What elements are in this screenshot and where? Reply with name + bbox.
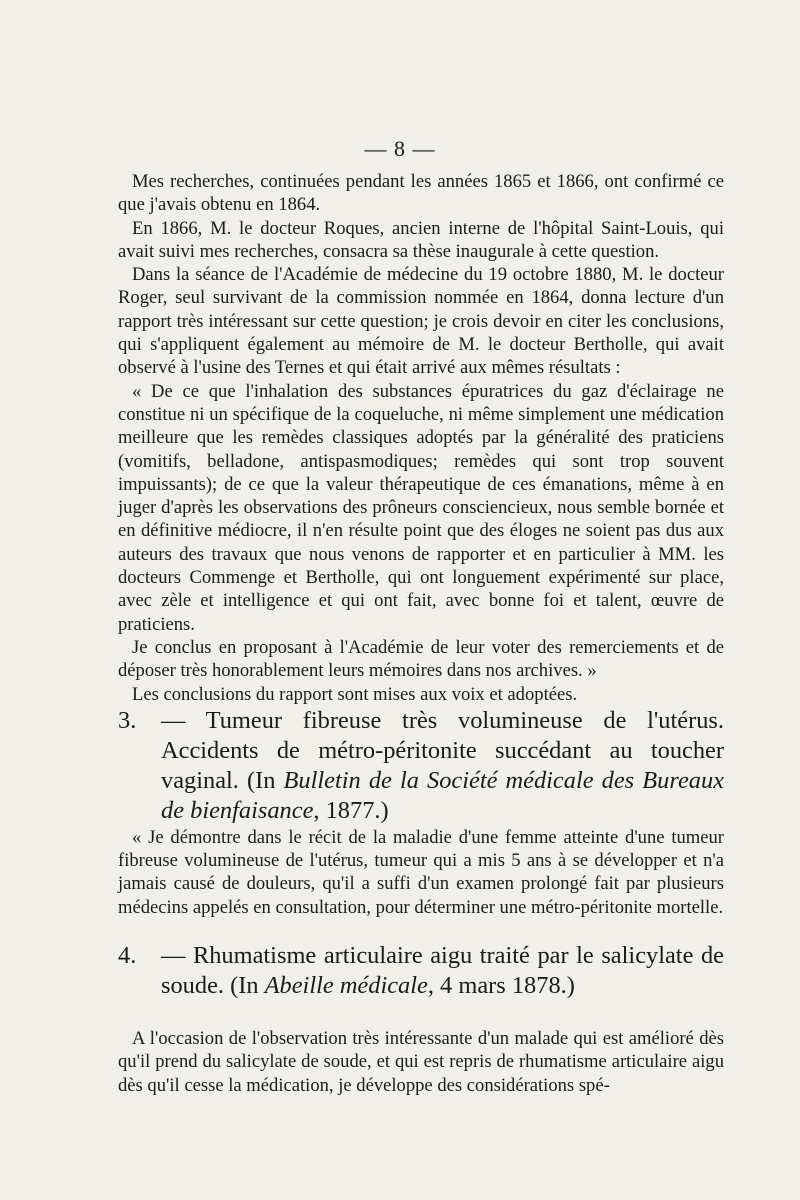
section-source: Bulletin de la Société médicale des Bureaux de bienfaisance (161, 766, 724, 824)
paragraph: Dans la séance de l'Académie de médecine du 19 octobre 1880, M. le docteur Roger, seul survivant de la commission nommée en 1864, donna lecture d'un rapport très intéressant sur cette question; je crois devoir en citer les conclusions, qui s'appliquent également au mémoire de M. le docteur Bertholle, qui avait observé à l'usine des Ternes et qui était arrivé aux mêmes résultats : (118, 264, 724, 379)
section-source: Abeille médicale (264, 972, 428, 1000)
section-heading-4 (118, 941, 724, 1001)
paragraph: Mes recherches, continuées pendant les années 1865 et 1866, ont confirmé ce que j'avais obtenu en 1864. (118, 171, 724, 216)
paragraph: En 1866, M. le docteur Roques, ancien interne de l'hôpital Saint-Louis, qui avait suivi mes recherches, consacra sa thèse inaugurale à cette question. (118, 217, 724, 262)
page-body (118, 170, 724, 1097)
section-suffix: , 4 mars 1878.) (427, 972, 575, 1000)
section-body-4: A l'occasion de l'observation très intéressante d'un malade qui est amélioré dès qu'il prend du salicylate de soude, et qui est repris de rhumatisme articulaire aigu dès qu'il cesse la médication, je développe des considérations spé- (118, 1028, 724, 1096)
paragraph: Les conclusions du rapport sont mises aux voix et adoptées. (132, 683, 578, 705)
quote-paragraph: Je conclus en proposant à l'Académie de leur voter des remerciements et de déposer très honorablement leurs mémoires dans nos archives. » (118, 636, 724, 682)
section-number: 4. (118, 942, 137, 970)
section-body-3: « Je démontre dans le récit de la maladie d'une femme atteinte d'une tumeur fibreuse volumineuse de l'utérus, tumeur qui a mis 5 ans à se développer et n'a jamais causé de douleurs, qu'il a suffi d'un examen prolongé fait par plusieurs médecins appelés en consultation, pour déterminer une métro-péritonite mortelle. (118, 826, 724, 918)
section-title: — Rhumatisme articulaire aigu traité par le salicylate de soude. (In (161, 942, 724, 1000)
quote-paragraph: « De ce que l'inhalation des substances épuratrices du gaz d'éclairage ne constitue ni un spécifique de la coqueluche, ni même simplement une médication meilleure que les remèdes classiques adoptés par la généralité des praticiens (vomitifs, belladone, antispasmodiques; remèdes qui sont trop souvent impuissants); de ce que la valeur thérapeutique de ces émanations, même à en juger d'après les observations des prôneurs consciencieux, nous semble bornée et en définitive médiocre, il n'en résulte point que des éloges ne soient pas dus aux auteurs des travaux que nous venons de rapporter et en particulier à MM. les docteurs Commenge et Bertholle, qui ont longuement expérimenté sur place, avec zèle et intelligence et qui ont fait, avec bonne foi et talent, œuvre de praticiens. (118, 380, 724, 635)
section-number: 3. (118, 706, 137, 734)
section-title: — Tumeur fibreuse très volumineuse de l'utérus. Accidents de métro-péritonite succédant au toucher vaginal. (In (161, 706, 724, 794)
section-heading-3 (118, 706, 724, 826)
page-number: — 8 — (364, 136, 436, 161)
section-suffix: , 1877.) (313, 796, 389, 824)
